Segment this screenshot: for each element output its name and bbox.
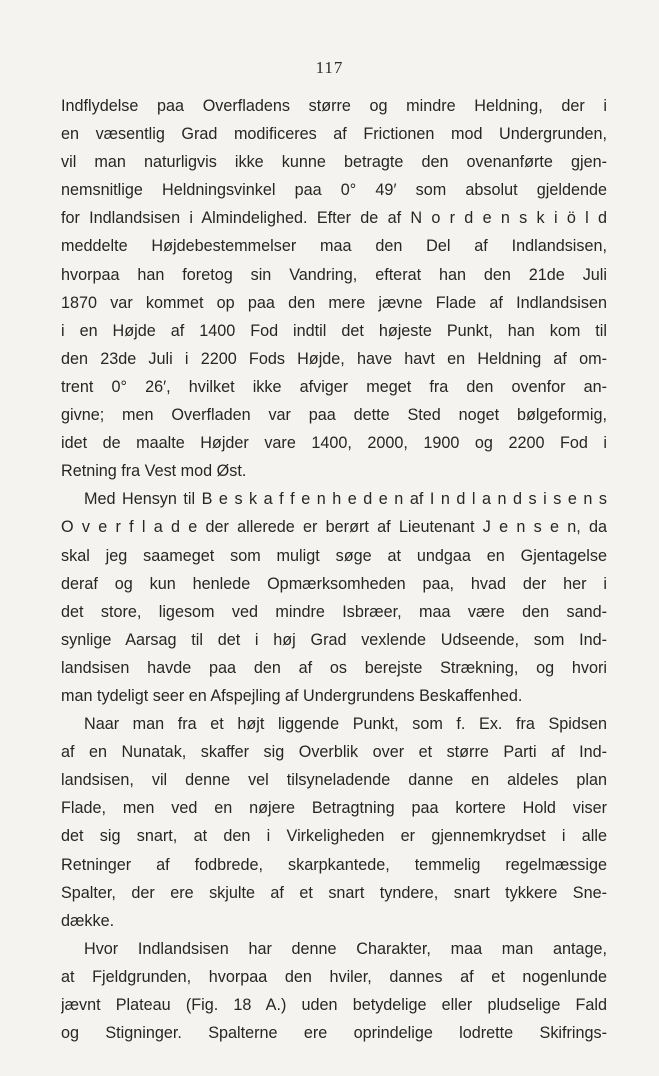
text-line: landsisen havde paa den af os berejste Strækning, og hvori (61, 658, 607, 677)
text-line: dække. (61, 911, 115, 930)
text-line: det sig snart, at den i Virkeligheden er gjennemkrydset i alle (61, 827, 607, 846)
text-line: Spalter, der ere skjulte af et snart tyndere, snart tykkere Sne- (61, 883, 607, 902)
text-line: at Fjeldgrunden, hvorpaa den hviler, dannes af et nogenlunde (61, 967, 607, 986)
text-line: meddelte Højdebestemmelser maa den Del af Indlandsisen, (61, 237, 607, 256)
text-line: vil man naturligvis ikke kunne betragte den ovenanførte gjen- (61, 153, 607, 172)
text-line: Hvor Indlandsisen har denne Charakter, maa man antage, (84, 939, 607, 958)
text-line: Med Hensyn til B e s k a f f e n h e d e n af I n d l a n d s i s e n s (84, 490, 607, 509)
text-line: Naar man fra et højt liggende Punkt, som f. Ex. fra Spidsen (84, 715, 607, 734)
text-line: synlige Aarsag til det i høj Grad vexlende Udseende, som Ind- (61, 630, 607, 649)
text-line: Indflydelse paa Overfladens større og mindre Heldning, der i (61, 97, 607, 115)
text-line: deraf og kun henlede Opmærksomheden paa, hvad der her i (61, 574, 607, 593)
text-line: den 23de Juli i 2200 Fods Højde, have havt en Heldning af om- (61, 349, 607, 368)
body-text (61, 92, 607, 1047)
text-line: for Indlandsisen i Almindelighed. Efter de af N o r d e n s k i ö l d (61, 209, 607, 228)
text-line: givne; men Overfladen var paa dette Sted noget bølgeformig, (61, 406, 607, 425)
text-line: hvorpaa han foretog sin Vandring, efterat han den 21de Juli (61, 265, 607, 284)
text-line: 1870 var kommet op paa den mere jævne Flade af Indlandsisen (61, 293, 607, 312)
text-line: landsisen, vil denne vel tilsyneladende danne en aldeles plan (61, 771, 607, 790)
text-line: en væsentlig Grad modificeres af Frictionen mod Undergrunden, (61, 125, 607, 144)
text-line: Retninger af fodbrede, skarpkantede, temmelig regelmæssige (61, 855, 607, 874)
text-line: O v e r f l a d e der allerede er berørt af Lieutenant J e n s e n, da (61, 518, 607, 537)
text-line: og Stigninger. Spalterne ere oprindelige lodrette Skifrings- (61, 1024, 607, 1043)
text-line: jævnt Plateau (Fig. 18 A.) uden betydelige eller pludselige Fald (61, 996, 607, 1014)
text-line: i en Højde af 1400 Fod indtil det højeste Punkt, han kom til (61, 321, 607, 340)
text-line: Flade, men ved en nøjere Betragtning paa kortere Hold viser (61, 799, 607, 818)
text-line: skal jeg saameget som muligt søge at undgaa en Gjentagelse (61, 546, 607, 565)
text-line: man tydeligt seer en Afspejling af Undergrundens Beskaffenhed. (61, 686, 523, 705)
page-number: 117 (315, 58, 344, 77)
text-line: Retning fra Vest mod Øst. (61, 462, 247, 481)
text-line: det store, ligesom ved mindre Isbræer, maa være den sand- (61, 602, 607, 621)
text-line: idet de maalte Højder vare 1400, 2000, 1900 og 2200 Fod i (61, 434, 607, 453)
text-line: af en Nunatak, skaffer sig Overblik over et større Parti af Ind- (61, 743, 607, 762)
text-line: trent 0° 26′, hvilket ikke afviger meget fra den ovenfor an- (61, 377, 607, 396)
text-line: nemsnitlige Heldningsvinkel paa 0° 49′ som absolut gjeldende (61, 181, 607, 200)
